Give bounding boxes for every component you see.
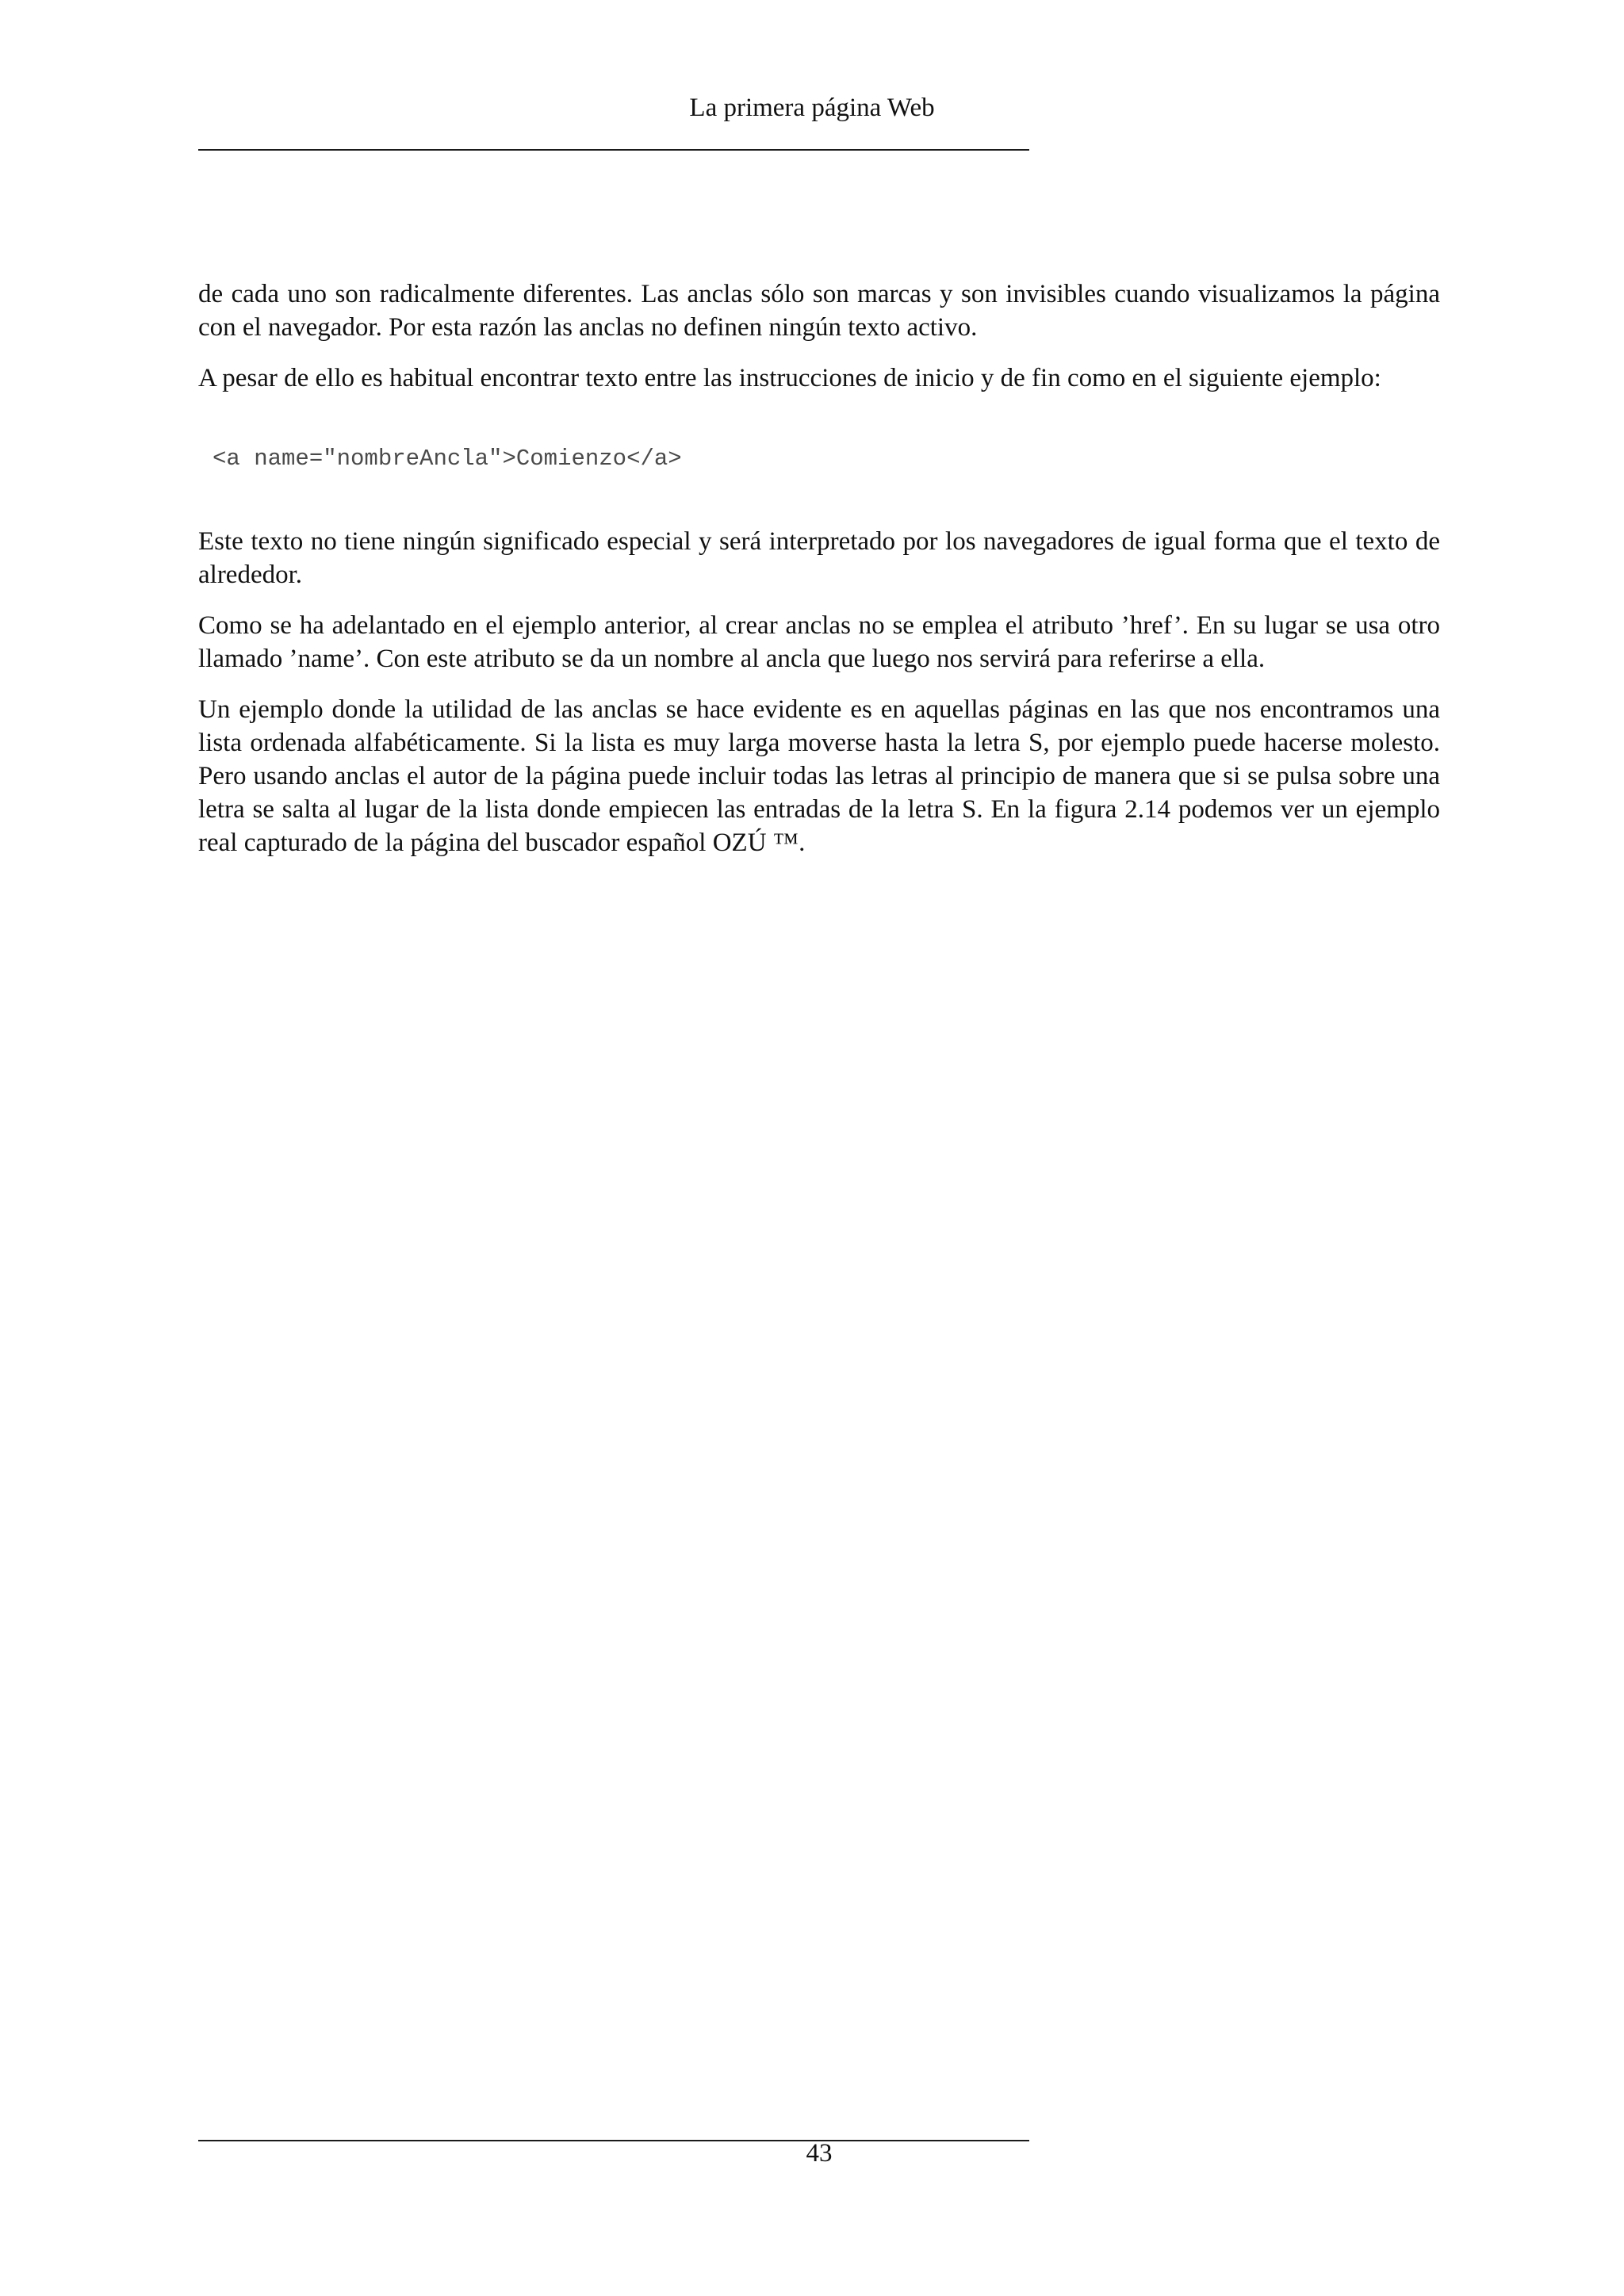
paragraph-example-intro: A pesar de ello es habitual encontrar texto entre las instrucciones de inicio y de fin como en el siguiente ejemplo: bbox=[198, 364, 1381, 392]
paragraph-alphabetical-list: Un ejemplo donde la utilidad de las anclas se hace evidente es en aquellas páginas en las que nos encontramos una lista ordenada alfabéticamente. Si la lista es muy larga moverse hasta la letra S, por ejemplo puede hacerse molesto. Pero usando anclas el autor de la página puede incluir todas las letras al principio de manera que si se pulsa sobre una letra se salta al lugar de la lista donde empiecen las entradas de la letra S. En la figura 2.14 podemos ver un ejemplo real capturado de la página del buscador español OZÚ ™. bbox=[198, 695, 1440, 857]
paragraph-no-special-meaning: Este texto no tiene ningún significado especial y será interpretado por los navegadores de igual forma que el texto de alrededor. bbox=[198, 527, 1440, 589]
page-body bbox=[198, 277, 1440, 877]
page-number: 43 bbox=[806, 2139, 833, 2168]
code-example: <a name="nombreAncla">Comienzo</a> bbox=[213, 446, 682, 472]
running-header: La primera página Web bbox=[689, 94, 935, 122]
paragraph-name-attribute: Como se ha adelantado en el ejemplo anterior, al crear anclas no se emplea el atributo ’href’. En su lugar se usa otro llamado ’name’. Con este atributo se da un nombre al ancla que luego nos servirá para referirse a ella. bbox=[198, 611, 1440, 673]
paragraph-anchors-invisible: de cada uno son radicalmente diferentes. Las anclas sólo son marcas y son invisibles cuando visualizamos la página con el navegador. Por esta razón las anclas no definen ningún texto activo. bbox=[198, 280, 1440, 342]
header-divider bbox=[198, 149, 1029, 151]
